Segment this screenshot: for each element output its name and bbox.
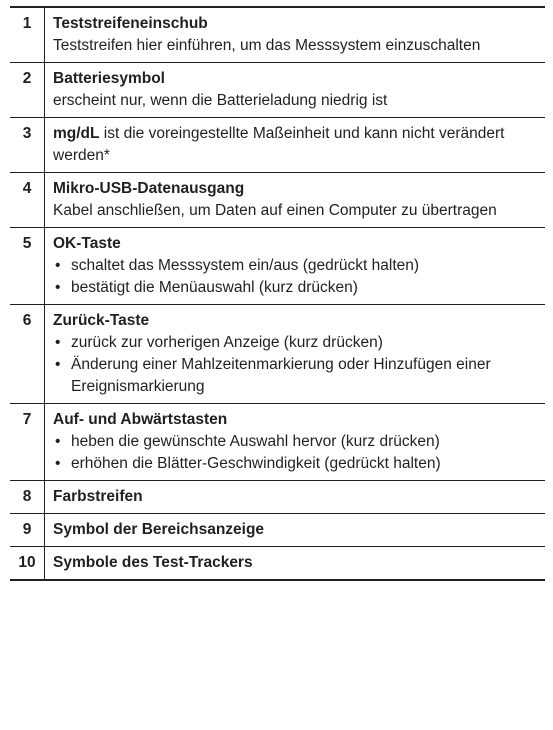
- item-title: Zurück-Taste: [53, 312, 150, 329]
- item-content: [45, 547, 546, 581]
- item-number: 10: [10, 547, 45, 581]
- item-content: [45, 228, 546, 305]
- item-number: 8: [10, 481, 45, 514]
- item-title: Auf- und Abwärtstasten: [53, 411, 228, 428]
- bullet-item: • bestätigt die Menüauswahl (kurz drücken): [53, 277, 539, 299]
- item-title: Teststreifeneinschub: [53, 15, 208, 32]
- item-title: mg/dL: [53, 125, 100, 142]
- item-number: 2: [10, 63, 45, 118]
- bullet-item: • zurück zur vorherigen Anzeige (kurz drücken): [53, 332, 539, 354]
- bullet-list: [53, 332, 539, 398]
- bullet-item: • heben die gewünschte Auswahl hervor (kurz drücken): [53, 431, 539, 453]
- item-number: 7: [10, 404, 45, 481]
- table-row: [10, 63, 545, 118]
- bullet-item: • schaltet das Messsystem ein/aus (gedrückt halten): [53, 255, 539, 277]
- item-number: 3: [10, 118, 45, 173]
- item-title: Symbole des Test-Trackers: [53, 554, 253, 571]
- item-description: ist die voreingestellte Maßeinheit und kann nicht verändert werden*: [53, 125, 505, 164]
- item-description: erscheint nur, wenn die Batterieladung niedrig ist: [53, 92, 388, 109]
- item-number: 9: [10, 514, 45, 547]
- item-title: Symbol der Bereichsanzeige: [53, 521, 265, 538]
- table-row: [10, 547, 545, 581]
- table-row: [10, 118, 545, 173]
- table-row: [10, 7, 545, 63]
- item-title: OK-Taste: [53, 235, 121, 252]
- bullet-item: • erhöhen die Blätter-Geschwindigkeit (gedrückt halten): [53, 453, 539, 475]
- item-title: Batteriesymbol: [53, 70, 165, 87]
- item-description: Teststreifen hier einführen, um das Messsystem einzuschalten: [53, 37, 481, 54]
- item-content: [45, 305, 546, 404]
- item-number: 4: [10, 173, 45, 228]
- table-row: [10, 481, 545, 514]
- legend-table: [10, 6, 545, 581]
- item-content: [45, 481, 546, 514]
- item-content: [45, 404, 546, 481]
- item-content: [45, 7, 546, 63]
- bullet-item: • Änderung einer Mahlzeitenmarkierung oder Hinzufügen einer Ereignismarkierung: [53, 354, 539, 398]
- item-title: Mikro-USB-Datenausgang: [53, 180, 245, 197]
- item-content: [45, 173, 546, 228]
- bullet-list: [53, 255, 539, 299]
- item-number: 5: [10, 228, 45, 305]
- bullet-list: [53, 431, 539, 475]
- item-content: [45, 118, 546, 173]
- item-content: [45, 514, 546, 547]
- table-row: [10, 514, 545, 547]
- item-number: 1: [10, 7, 45, 63]
- item-description: Kabel anschließen, um Daten auf einen Computer zu übertragen: [53, 202, 497, 219]
- item-number: 6: [10, 305, 45, 404]
- table-row: [10, 173, 545, 228]
- table-row: [10, 404, 545, 481]
- table-row: [10, 305, 545, 404]
- table-row: [10, 228, 545, 305]
- item-content: [45, 63, 546, 118]
- item-title: Farbstreifen: [53, 488, 143, 505]
